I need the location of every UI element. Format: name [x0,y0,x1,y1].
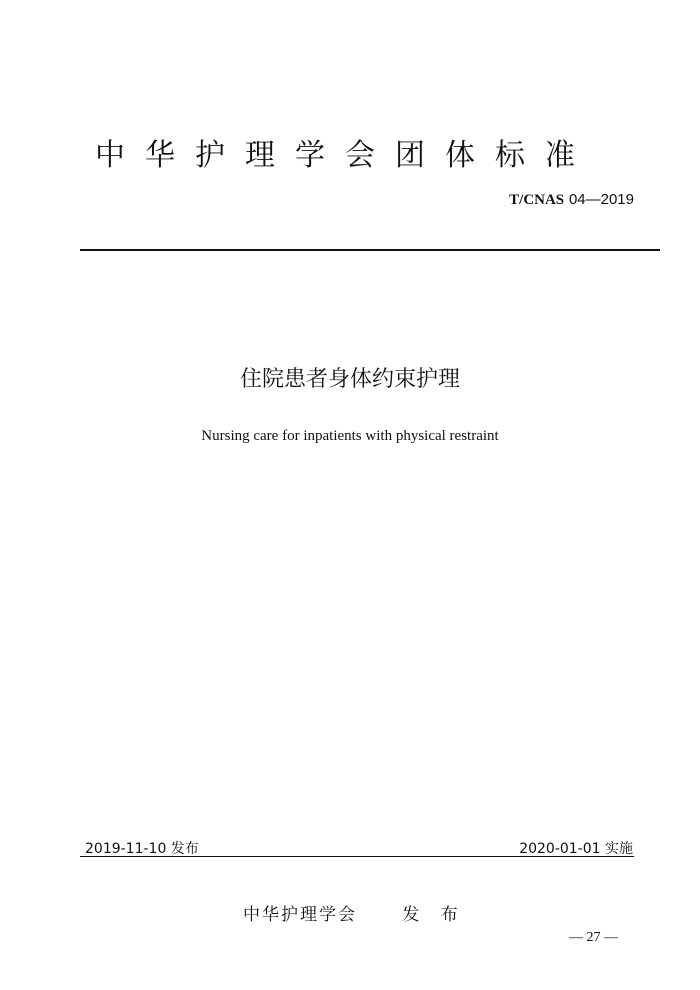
effective-date: 2020-01-01 实施 [519,841,633,857]
document-subtitle-en: Nursing care for inpatients with physical restraint [201,428,499,444]
header-divider [80,249,660,251]
standard-year: 04—2019 [568,191,634,208]
issue-date: 2019-11-10 发布 [85,841,199,857]
publisher-line [243,900,466,925]
page-number: — 27 — [569,930,618,945]
date-divider [80,856,634,857]
document-title: 住院患者身体约束护理 [239,367,460,392]
publisher-name: 中华护理学会 [243,905,357,925]
standard-number [509,190,634,209]
date-row [85,838,633,858]
standard-code: T/CNAS [509,192,565,208]
publish-action: 发 布 [402,905,466,925]
standard-series-title: 中华护理学会团体标准 [95,138,595,173]
